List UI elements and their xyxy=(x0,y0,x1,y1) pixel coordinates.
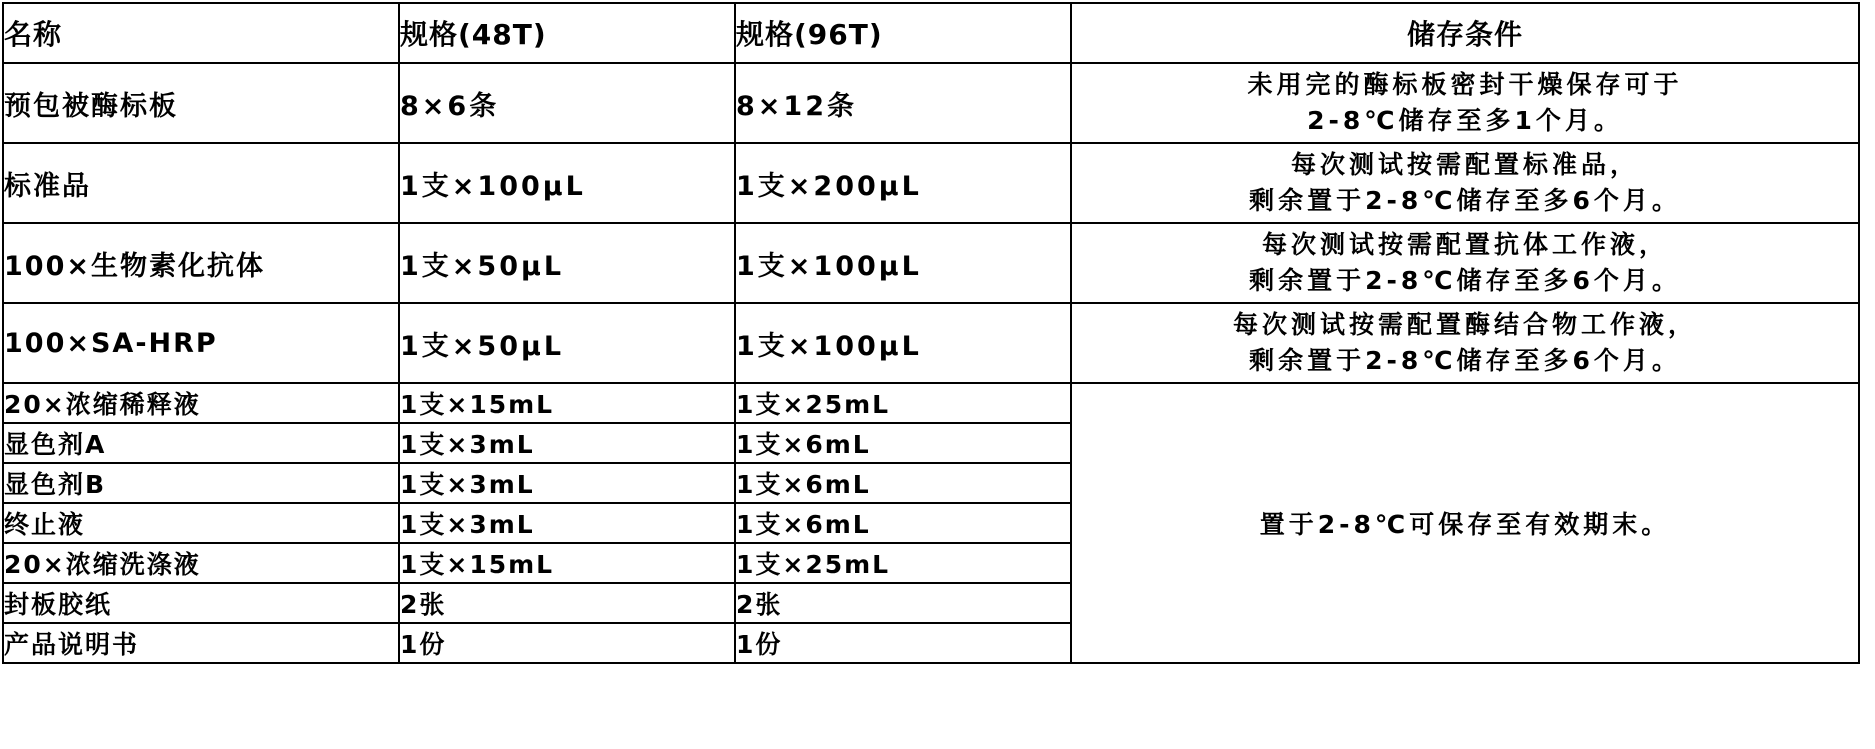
component-name: 终止液 xyxy=(3,503,399,543)
component-name: 20×浓缩洗涤液 xyxy=(3,543,399,583)
header-name: 名称 xyxy=(3,3,399,63)
component-spec-48t: 1支×50μL xyxy=(399,223,735,303)
component-spec-96t: 1支×100μL xyxy=(735,223,1071,303)
header-spec-48t: 规格(48T) xyxy=(399,3,735,63)
component-name: 显色剂B xyxy=(3,463,399,503)
table-header-row xyxy=(3,3,1859,63)
component-storage-merged: 置于2-8℃可保存至有效期末。 xyxy=(1071,383,1859,663)
component-storage xyxy=(1071,63,1859,143)
kit-components-table xyxy=(2,2,1860,664)
component-spec-48t: 2张 xyxy=(399,583,735,623)
component-storage xyxy=(1071,303,1859,383)
component-spec-48t: 1支×50μL xyxy=(399,303,735,383)
component-spec-96t: 1支×6mL xyxy=(735,463,1071,503)
component-name: 标准品 xyxy=(3,143,399,223)
storage-line-2: 剩余置于2-8℃储存至多6个月。 xyxy=(1249,346,1681,375)
component-storage xyxy=(1071,143,1859,223)
component-spec-96t: 1份 xyxy=(735,623,1071,663)
storage-line-1: 每次测试按需配置标准品， xyxy=(1290,149,1639,179)
component-spec-96t: 1支×6mL xyxy=(735,423,1071,463)
component-name: 产品说明书 xyxy=(3,623,399,663)
storage-line-2: 剩余置于2-8℃储存至多6个月。 xyxy=(1249,186,1681,215)
table-row xyxy=(3,303,1859,383)
component-spec-48t: 1支×100μL xyxy=(399,143,735,223)
table-row xyxy=(3,383,1859,423)
component-spec-48t: 1支×15mL xyxy=(399,383,735,423)
component-storage xyxy=(1071,223,1859,303)
component-spec-96t: 1支×25mL xyxy=(735,383,1071,423)
component-spec-48t: 1份 xyxy=(399,623,735,663)
component-name: 封板胶纸 xyxy=(3,583,399,623)
component-name: 20×浓缩稀释液 xyxy=(3,383,399,423)
component-spec-96t: 1支×100μL xyxy=(735,303,1071,383)
component-spec-48t: 8×6条 xyxy=(399,63,735,143)
component-spec-96t: 8×12条 xyxy=(735,63,1071,143)
table-row xyxy=(3,223,1859,303)
component-name: 100×生物素化抗体 xyxy=(3,223,399,303)
storage-line-2: 剩余置于2-8℃储存至多6个月。 xyxy=(1249,266,1681,295)
component-spec-96t: 1支×200μL xyxy=(735,143,1071,223)
storage-line-2: 2-8℃储存至多1个月。 xyxy=(1307,106,1623,135)
component-spec-48t: 1支×3mL xyxy=(399,503,735,543)
storage-line-1: 未用完的酶标板密封干燥保存可于 xyxy=(1247,69,1683,99)
storage-line-1: 每次测试按需配置酶结合物工作液， xyxy=(1232,309,1697,339)
header-storage-conditions: 储存条件 xyxy=(1071,3,1859,63)
component-spec-96t: 1支×6mL xyxy=(735,503,1071,543)
component-spec-48t: 1支×3mL xyxy=(399,423,735,463)
header-spec-96t: 规格(96T) xyxy=(735,3,1071,63)
component-name: 预包被酶标板 xyxy=(3,63,399,143)
component-spec-96t: 2张 xyxy=(735,583,1071,623)
table-row xyxy=(3,143,1859,223)
component-name: 显色剂A xyxy=(3,423,399,463)
document-page xyxy=(0,2,1875,749)
component-spec-96t: 1支×25mL xyxy=(735,543,1071,583)
table-row xyxy=(3,63,1859,143)
component-spec-48t: 1支×15mL xyxy=(399,543,735,583)
component-spec-48t: 1支×3mL xyxy=(399,463,735,503)
storage-line-1: 每次测试按需配置抗体工作液， xyxy=(1261,229,1668,259)
component-name: 100×SA-HRP xyxy=(3,303,399,383)
